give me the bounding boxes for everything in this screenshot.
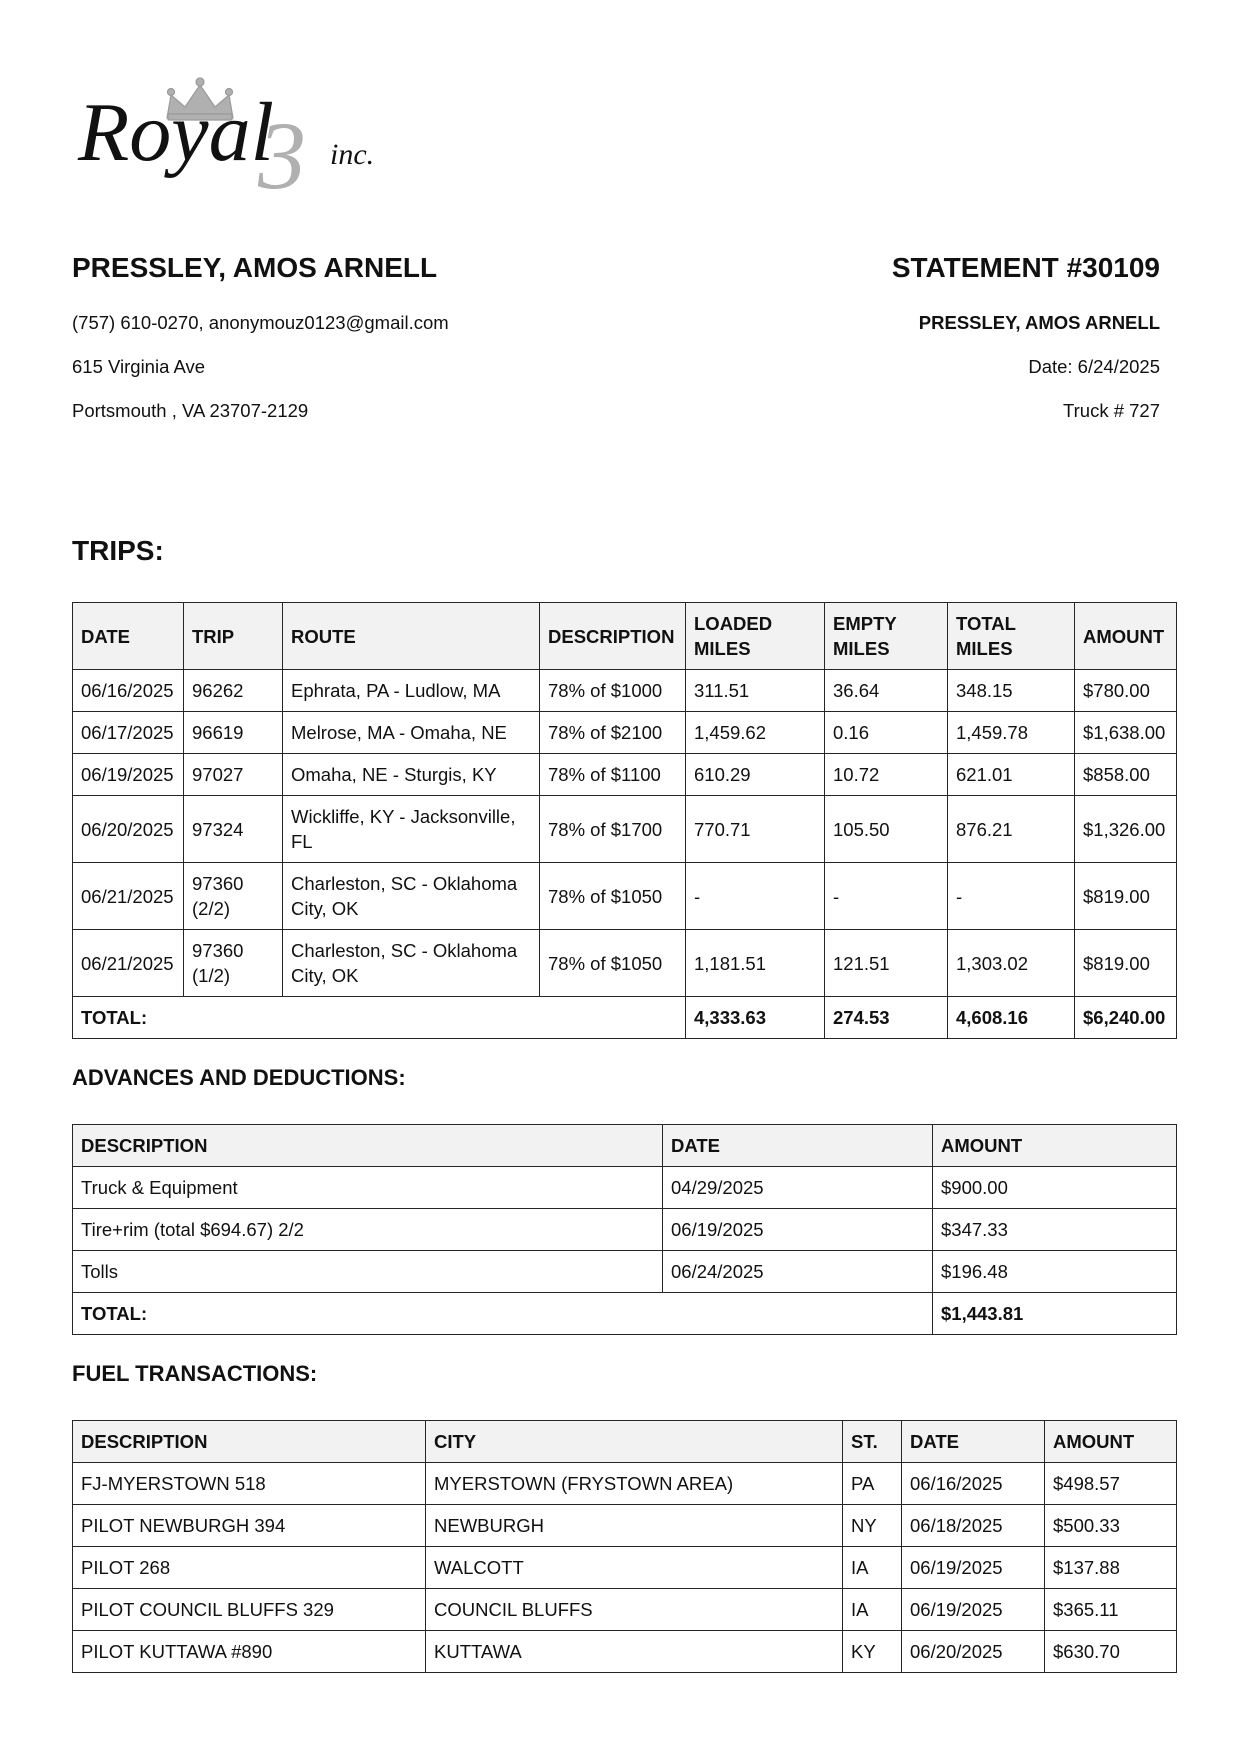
trip-number: 97027 — [184, 754, 283, 796]
trip-date: 06/16/2025 — [73, 670, 184, 712]
fuel-header-row — [73, 1421, 1177, 1463]
trip-loaded-miles: 1,459.62 — [686, 712, 825, 754]
fuel-col-date: DATE — [902, 1421, 1045, 1463]
advances-table-header — [73, 1125, 1177, 1167]
fuel-amount: $365.11 — [1045, 1589, 1177, 1631]
trips-col-loaded-miles — [686, 603, 825, 670]
advance-amount: $196.48 — [933, 1251, 1177, 1293]
advance-date: 04/29/2025 — [663, 1167, 933, 1209]
fuel-amount: $500.33 — [1045, 1505, 1177, 1547]
advance-amount: $347.33 — [933, 1209, 1177, 1251]
trip-description: 78% of $1000 — [540, 670, 686, 712]
trip-amount: $1,638.00 — [1075, 712, 1177, 754]
trip-route: Melrose, MA - Omaha, NE — [283, 712, 540, 754]
trip-row — [73, 863, 1177, 930]
advances-col-date: DATE — [663, 1125, 933, 1167]
trip-number: 97324 — [184, 796, 283, 863]
trip-description: 78% of $1700 — [540, 796, 686, 863]
trip-route: Charleston, SC - Oklahoma City, OK — [283, 863, 540, 930]
trips-total-label: TOTAL: — [73, 997, 686, 1039]
fuel-date: 06/19/2025 — [902, 1547, 1045, 1589]
crown-jewel — [196, 78, 204, 86]
trip-description: 78% of $2100 — [540, 712, 686, 754]
advance-row — [73, 1251, 1177, 1293]
fuel-date: 06/20/2025 — [902, 1631, 1045, 1673]
trips-col-trip: TRIP — [184, 603, 283, 670]
advances-header-row — [73, 1125, 1177, 1167]
trips-col-empty-miles-label: EMPTY MILES — [833, 613, 897, 659]
advances-col-description: DESCRIPTION — [73, 1125, 663, 1167]
fuel-table-header — [73, 1421, 1177, 1463]
fuel-description: FJ-MYERSTOWN 518 — [73, 1463, 426, 1505]
fuel-description: PILOT 268 — [73, 1547, 426, 1589]
statement-truck: Truck # 727 — [1063, 400, 1160, 421]
trip-route: Charleston, SC - Oklahoma City, OK — [283, 930, 540, 997]
trip-number: 97360 (2/2) — [184, 863, 283, 930]
trips-col-total-miles — [948, 603, 1075, 670]
trips-col-total-miles-label: TOTAL MILES — [956, 613, 1016, 659]
trips-col-amount: AMOUNT — [1075, 603, 1177, 670]
fuel-state: NY — [843, 1505, 902, 1547]
trips-total-row — [73, 997, 1177, 1039]
advances-total-label: TOTAL: — [73, 1293, 933, 1335]
trips-col-description: DESCRIPTION — [540, 603, 686, 670]
trip-date: 06/20/2025 — [73, 796, 184, 863]
trip-amount: $819.00 — [1075, 930, 1177, 997]
advance-amount: $900.00 — [933, 1167, 1177, 1209]
fuel-row — [73, 1631, 1177, 1673]
fuel-date: 06/18/2025 — [902, 1505, 1045, 1547]
trip-loaded-miles: - — [686, 863, 825, 930]
fuel-city: WALCOTT — [426, 1547, 843, 1589]
trips-col-empty-miles — [825, 603, 948, 670]
advance-row — [73, 1167, 1177, 1209]
advances-table — [72, 1124, 1177, 1335]
company-logo — [72, 72, 392, 197]
fuel-table — [72, 1420, 1177, 1673]
logo-suffix: inc. — [330, 138, 375, 171]
trips-total-empty-miles: 274.53 — [825, 997, 948, 1039]
trip-empty-miles: 105.50 — [825, 796, 948, 863]
advance-description: Truck & Equipment — [73, 1167, 663, 1209]
trips-col-route: ROUTE — [283, 603, 540, 670]
trip-amount: $1,326.00 — [1075, 796, 1177, 863]
statement-driver-name: PRESSLEY, AMOS ARNELL — [918, 312, 1160, 333]
fuel-amount: $137.88 — [1045, 1547, 1177, 1589]
fuel-description: PILOT COUNCIL BLUFFS 329 — [73, 1589, 426, 1631]
trip-route: Ephrata, PA - Ludlow, MA — [283, 670, 540, 712]
fuel-table-body — [73, 1463, 1177, 1673]
trip-empty-miles: 10.72 — [825, 754, 948, 796]
trip-empty-miles: - — [825, 863, 948, 930]
trip-total-miles: 1,459.78 — [948, 712, 1075, 754]
statement-info — [600, 248, 1160, 433]
trip-number: 97360 (1/2) — [184, 930, 283, 997]
trip-description: 78% of $1100 — [540, 754, 686, 796]
advances-total-row — [73, 1293, 1177, 1335]
logo-wordmark: Royal — [78, 86, 274, 179]
trip-description: 78% of $1050 — [540, 930, 686, 997]
advances-table-body — [73, 1167, 1177, 1335]
trip-loaded-miles: 770.71 — [686, 796, 825, 863]
trip-loaded-miles: 311.51 — [686, 670, 825, 712]
trip-total-miles: - — [948, 863, 1075, 930]
trip-route: Wickliffe, KY - Jacksonville, FL — [283, 796, 540, 863]
fuel-state: PA — [843, 1463, 902, 1505]
trip-date: 06/17/2025 — [73, 712, 184, 754]
fuel-col-city: CITY — [426, 1421, 843, 1463]
fuel-city: KUTTAWA — [426, 1631, 843, 1673]
fuel-col-state: ST. — [843, 1421, 902, 1463]
fuel-city: MYERSTOWN (FRYSTOWN AREA) — [426, 1463, 843, 1505]
driver-city: Portsmouth , VA 23707-2129 — [72, 400, 309, 421]
fuel-date: 06/19/2025 — [902, 1589, 1045, 1631]
advances-col-amount: AMOUNT — [933, 1125, 1177, 1167]
trips-table-header — [73, 603, 1177, 670]
trip-date: 06/19/2025 — [73, 754, 184, 796]
fuel-amount: $630.70 — [1045, 1631, 1177, 1673]
trip-route: Omaha, NE - Sturgis, KY — [283, 754, 540, 796]
trips-total-loaded-miles: 4,333.63 — [686, 997, 825, 1039]
trips-table-body — [73, 670, 1177, 1039]
advances-heading: ADVANCES AND DEDUCTIONS: — [72, 1065, 406, 1090]
trips-table — [72, 602, 1177, 1039]
fuel-description: PILOT KUTTAWA #890 — [73, 1631, 426, 1673]
advance-description: Tolls — [73, 1251, 663, 1293]
trip-empty-miles: 36.64 — [825, 670, 948, 712]
trip-amount: $858.00 — [1075, 754, 1177, 796]
trip-date: 06/21/2025 — [73, 930, 184, 997]
trip-total-miles: 621.01 — [948, 754, 1075, 796]
fuel-city: NEWBURGH — [426, 1505, 843, 1547]
fuel-row — [73, 1547, 1177, 1589]
advance-date: 06/19/2025 — [663, 1209, 933, 1251]
trip-row — [73, 796, 1177, 863]
trip-loaded-miles: 1,181.51 — [686, 930, 825, 997]
trips-total-total-miles: 4,608.16 — [948, 997, 1075, 1039]
fuel-state: IA — [843, 1547, 902, 1589]
trip-total-miles: 876.21 — [948, 796, 1075, 863]
fuel-city: COUNCIL BLUFFS — [426, 1589, 843, 1631]
trip-number: 96262 — [184, 670, 283, 712]
trip-description: 78% of $1050 — [540, 863, 686, 930]
trip-row — [73, 930, 1177, 997]
statement-date: Date: 6/24/2025 — [1028, 356, 1160, 377]
fuel-amount: $498.57 — [1045, 1463, 1177, 1505]
trip-row — [73, 670, 1177, 712]
fuel-row — [73, 1589, 1177, 1631]
fuel-row — [73, 1463, 1177, 1505]
trip-loaded-miles: 610.29 — [686, 754, 825, 796]
trip-empty-miles: 121.51 — [825, 930, 948, 997]
trip-total-miles: 348.15 — [948, 670, 1075, 712]
fuel-description: PILOT NEWBURGH 394 — [73, 1505, 426, 1547]
driver-name-heading: PRESSLEY, AMOS ARNELL — [72, 252, 438, 283]
trip-number: 96619 — [184, 712, 283, 754]
driver-street: 615 Virginia Ave — [72, 356, 206, 377]
trips-total-amount: $6,240.00 — [1075, 997, 1177, 1039]
advance-row — [73, 1209, 1177, 1251]
fuel-state: IA — [843, 1589, 902, 1631]
trip-empty-miles: 0.16 — [825, 712, 948, 754]
trips-col-loaded-miles-label: LOADED MILES — [694, 613, 773, 659]
trips-header-row — [73, 603, 1177, 670]
fuel-col-description: DESCRIPTION — [73, 1421, 426, 1463]
trip-row — [73, 754, 1177, 796]
trips-col-date: DATE — [73, 603, 184, 670]
logo-numeral: 3 — [258, 102, 306, 197]
advances-total-amount: $1,443.81 — [933, 1293, 1177, 1335]
statement-title: STATEMENT #30109 — [891, 252, 1160, 283]
trips-heading: TRIPS: — [72, 535, 164, 566]
trip-date: 06/21/2025 — [73, 863, 184, 930]
advance-description: Tire+rim (total $694.67) 2/2 — [73, 1209, 663, 1251]
trip-amount: $819.00 — [1075, 863, 1177, 930]
driver-contact: (757) 610-0270, anonymouz0123@gmail.com — [72, 312, 449, 333]
fuel-row — [73, 1505, 1177, 1547]
fuel-heading: FUEL TRANSACTIONS: — [72, 1361, 318, 1386]
trip-total-miles: 1,303.02 — [948, 930, 1075, 997]
statement-content — [72, 531, 1176, 1673]
advance-date: 06/24/2025 — [663, 1251, 933, 1293]
trip-amount: $780.00 — [1075, 670, 1177, 712]
fuel-date: 06/16/2025 — [902, 1463, 1045, 1505]
fuel-col-amount: AMOUNT — [1045, 1421, 1177, 1463]
driver-info — [72, 248, 632, 433]
trip-row — [73, 712, 1177, 754]
fuel-state: KY — [843, 1631, 902, 1673]
